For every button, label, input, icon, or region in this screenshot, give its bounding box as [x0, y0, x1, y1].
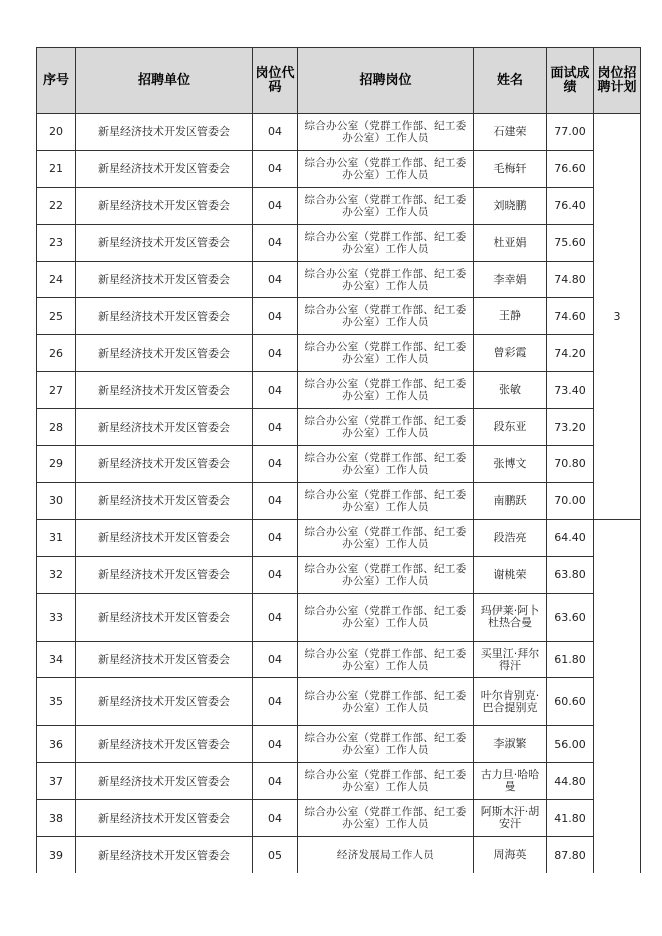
cell-post: 综合办公室（党群工作部、纪工委办公室）工作人员	[298, 726, 474, 763]
table-row	[37, 409, 641, 446]
cell-post: 综合办公室（党群工作部、纪工委办公室）工作人员	[298, 446, 474, 483]
table-row	[37, 837, 641, 874]
cell-name: 周海英	[474, 837, 547, 874]
cell-seq: 32	[37, 556, 76, 593]
header-post: 招聘岗位	[298, 48, 474, 114]
cell-score: 64.40	[547, 519, 594, 556]
header-score: 面试成绩	[547, 48, 594, 114]
cell-seq: 26	[37, 335, 76, 372]
cell-post: 综合办公室（党群工作部、纪工委办公室）工作人员	[298, 298, 474, 335]
cell-score: 44.80	[547, 763, 594, 800]
cell-code: 04	[253, 593, 298, 641]
cell-post: 综合办公室（党群工作部、纪工委办公室）工作人员	[298, 114, 474, 151]
table-row	[37, 800, 641, 837]
cell-name: 阿斯木汗·胡安汗	[474, 800, 547, 837]
cell-unit: 新星经济技术开发区管委会	[76, 446, 253, 483]
cell-unit: 新星经济技术开发区管委会	[76, 837, 253, 874]
cell-score: 70.00	[547, 482, 594, 519]
cell-score: 74.60	[547, 298, 594, 335]
table-row	[37, 519, 641, 556]
cell-score: 63.60	[547, 593, 594, 641]
cell-seq: 35	[37, 678, 76, 726]
cell-code: 04	[253, 519, 298, 556]
cell-code: 04	[253, 261, 298, 298]
table-row	[37, 335, 641, 372]
header-code: 岗位代码	[253, 48, 298, 114]
cell-post: 综合办公室（党群工作部、纪工委办公室）工作人员	[298, 261, 474, 298]
cell-name: 张博文	[474, 446, 547, 483]
cell-name: 王静	[474, 298, 547, 335]
cell-post: 综合办公室（党群工作部、纪工委办公室）工作人员	[298, 800, 474, 837]
cell-unit: 新星经济技术开发区管委会	[76, 335, 253, 372]
cell-seq: 31	[37, 519, 76, 556]
cell-unit: 新星经济技术开发区管委会	[76, 800, 253, 837]
table-row	[37, 641, 641, 678]
cell-code: 04	[253, 556, 298, 593]
cell-code: 04	[253, 641, 298, 678]
cell-code: 04	[253, 150, 298, 187]
cell-code: 04	[253, 187, 298, 224]
cell-seq: 24	[37, 261, 76, 298]
cell-seq: 25	[37, 298, 76, 335]
table-row	[37, 763, 641, 800]
table-row	[37, 593, 641, 641]
cell-seq: 38	[37, 800, 76, 837]
cell-post: 综合办公室（党群工作部、纪工委办公室）工作人员	[298, 763, 474, 800]
header-plan: 岗位招聘计划	[594, 48, 641, 114]
cell-code: 04	[253, 763, 298, 800]
cell-plan: 3	[594, 114, 641, 520]
cell-seq: 29	[37, 446, 76, 483]
cell-name: 曾彩霞	[474, 335, 547, 372]
cell-score: 76.60	[547, 150, 594, 187]
cell-code: 04	[253, 800, 298, 837]
cell-name: 南鹏跃	[474, 482, 547, 519]
cell-score: 41.80	[547, 800, 594, 837]
cell-unit: 新星经济技术开发区管委会	[76, 298, 253, 335]
cell-unit: 新星经济技术开发区管委会	[76, 556, 253, 593]
cell-unit: 新星经济技术开发区管委会	[76, 261, 253, 298]
cell-name: 李幸娟	[474, 261, 547, 298]
cell-unit: 新星经济技术开发区管委会	[76, 150, 253, 187]
cell-code: 04	[253, 726, 298, 763]
cell-seq: 39	[37, 837, 76, 874]
cell-post: 综合办公室（党群工作部、纪工委办公室）工作人员	[298, 187, 474, 224]
cell-post: 综合办公室（党群工作部、纪工委办公室）工作人员	[298, 150, 474, 187]
cell-unit: 新星经济技术开发区管委会	[76, 114, 253, 151]
cell-unit: 新星经济技术开发区管委会	[76, 409, 253, 446]
cell-name: 李淑繁	[474, 726, 547, 763]
cell-code: 04	[253, 446, 298, 483]
cell-unit: 新星经济技术开发区管委会	[76, 372, 253, 409]
cell-code: 04	[253, 298, 298, 335]
cell-post: 综合办公室（党群工作部、纪工委办公室）工作人员	[298, 372, 474, 409]
cell-code: 04	[253, 114, 298, 151]
table-row	[37, 446, 641, 483]
cell-name: 张敏	[474, 372, 547, 409]
cell-score: 63.80	[547, 556, 594, 593]
cell-unit: 新星经济技术开发区管委会	[76, 726, 253, 763]
cell-name: 段东亚	[474, 409, 547, 446]
table-row	[37, 261, 641, 298]
cell-post: 综合办公室（党群工作部、纪工委办公室）工作人员	[298, 593, 474, 641]
cell-code: 04	[253, 224, 298, 261]
header-seq: 序号	[37, 48, 76, 114]
cell-post: 综合办公室（党群工作部、纪工委办公室）工作人员	[298, 224, 474, 261]
cell-name: 古力旦·哈哈曼	[474, 763, 547, 800]
cell-seq: 22	[37, 187, 76, 224]
cell-unit: 新星经济技术开发区管委会	[76, 593, 253, 641]
cell-post: 综合办公室（党群工作部、纪工委办公室）工作人员	[298, 335, 474, 372]
cell-post: 综合办公室（党群工作部、纪工委办公室）工作人员	[298, 482, 474, 519]
results-table	[36, 47, 641, 873]
cell-score: 77.00	[547, 114, 594, 151]
table-row	[37, 556, 641, 593]
cell-name: 刘晓鹏	[474, 187, 547, 224]
cell-plan-empty	[594, 519, 641, 873]
cell-seq: 36	[37, 726, 76, 763]
table-row	[37, 187, 641, 224]
cell-name: 玛伊莱·阿卜杜热合曼	[474, 593, 547, 641]
cell-unit: 新星经济技术开发区管委会	[76, 187, 253, 224]
cell-seq: 27	[37, 372, 76, 409]
table-row	[37, 150, 641, 187]
table-row	[37, 224, 641, 261]
table-row	[37, 678, 641, 726]
cell-name: 叶尔肯别克·巴合提别克	[474, 678, 547, 726]
cell-name: 毛梅轩	[474, 150, 547, 187]
cell-unit: 新星经济技术开发区管委会	[76, 641, 253, 678]
cell-seq: 33	[37, 593, 76, 641]
cell-name: 段浩亮	[474, 519, 547, 556]
cell-post: 综合办公室（党群工作部、纪工委办公室）工作人员	[298, 519, 474, 556]
cell-score: 73.20	[547, 409, 594, 446]
cell-score: 76.40	[547, 187, 594, 224]
cell-code: 04	[253, 372, 298, 409]
cell-post: 综合办公室（党群工作部、纪工委办公室）工作人员	[298, 678, 474, 726]
cell-score: 70.80	[547, 446, 594, 483]
cell-seq: 23	[37, 224, 76, 261]
cell-unit: 新星经济技术开发区管委会	[76, 763, 253, 800]
header-row	[37, 48, 641, 114]
cell-post: 综合办公室（党群工作部、纪工委办公室）工作人员	[298, 556, 474, 593]
cell-unit: 新星经济技术开发区管委会	[76, 678, 253, 726]
cell-score: 87.80	[547, 837, 594, 874]
cell-score: 75.60	[547, 224, 594, 261]
cell-seq: 20	[37, 114, 76, 151]
cell-score: 74.80	[547, 261, 594, 298]
cell-code: 05	[253, 837, 298, 874]
cell-seq: 30	[37, 482, 76, 519]
cell-seq: 21	[37, 150, 76, 187]
cell-code: 04	[253, 335, 298, 372]
header-unit: 招聘单位	[76, 48, 253, 114]
cell-code: 04	[253, 409, 298, 446]
cell-unit: 新星经济技术开发区管委会	[76, 519, 253, 556]
cell-name: 石建荣	[474, 114, 547, 151]
table-row	[37, 726, 641, 763]
cell-post: 经济发展局工作人员	[298, 837, 474, 874]
cell-post: 综合办公室（党群工作部、纪工委办公室）工作人员	[298, 409, 474, 446]
cell-name: 杜亚娟	[474, 224, 547, 261]
table-row	[37, 372, 641, 409]
cell-score: 74.20	[547, 335, 594, 372]
header-name: 姓名	[474, 48, 547, 114]
cell-seq: 34	[37, 641, 76, 678]
cell-score: 56.00	[547, 726, 594, 763]
table-row	[37, 482, 641, 519]
cell-score: 61.80	[547, 641, 594, 678]
cell-seq: 37	[37, 763, 76, 800]
table-row	[37, 114, 641, 151]
cell-code: 04	[253, 678, 298, 726]
cell-unit: 新星经济技术开发区管委会	[76, 224, 253, 261]
table-row	[37, 298, 641, 335]
cell-score: 60.60	[547, 678, 594, 726]
cell-unit: 新星经济技术开发区管委会	[76, 482, 253, 519]
cell-name: 谢桃荣	[474, 556, 547, 593]
cell-post: 综合办公室（党群工作部、纪工委办公室）工作人员	[298, 641, 474, 678]
cell-name: 买里江·拜尔得汗	[474, 641, 547, 678]
cell-seq: 28	[37, 409, 76, 446]
cell-code: 04	[253, 482, 298, 519]
cell-score: 73.40	[547, 372, 594, 409]
